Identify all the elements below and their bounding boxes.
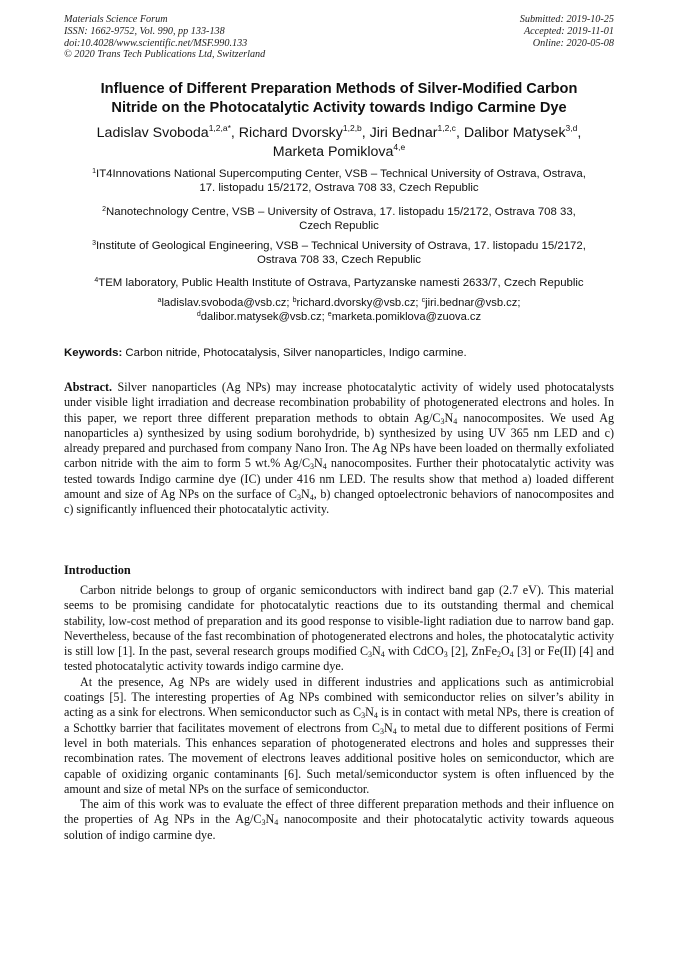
abstract-label: Abstract.	[64, 380, 113, 394]
affiliation-sup: 1	[92, 168, 97, 175]
keywords	[64, 346, 614, 360]
journal-name: Materials Science Forum	[64, 14, 168, 25]
paragraph-text: N	[383, 720, 393, 735]
submitted-date: Submitted: 2019-10-25	[519, 14, 614, 25]
paragraph	[64, 675, 614, 797]
subscript: 3	[296, 493, 301, 503]
author-affil-sup: 4,e	[393, 142, 406, 152]
submission-dates	[520, 14, 614, 49]
paragraph-text: Carbon nitride belongs to group of organic semiconductors with indirect band gap (2.7 eV). This material seems to be promising candidate for photocatalytic reactions due to its outstanding thermal and chemical stability, low-cost method of preparation and its good response to visible-light radiation due to narrow band gap. Nevertheless, because of the fast recombination of photogenerated electrons and holes, the photocatalytic activity is still low [1]. In the past, several research groups modified C	[64, 583, 614, 659]
online-date: Online: 2020-05-08	[532, 37, 614, 49]
author-separator: ,	[577, 125, 582, 141]
abstract-text: nanocomposites. We used Ag nanoparticles a) synthesized by using sodium borohydride, b) synthesized by using UV 365 nm LED and c) already prepared and purchased from company Nano Iron. The Ag NPs have been loaded on thermally exfoliated carbon nitride with the aim to form 5 wt.% Ag/C	[64, 410, 614, 471]
subscript: 3	[443, 650, 448, 660]
subscript: 4	[453, 416, 458, 426]
affiliation-text: 17. listopadu 15/2172, Ostrava 708 33, Czech Republic	[199, 182, 479, 195]
author-affil-sup: 1,2,b	[342, 123, 362, 133]
abstract-text: nanocomposites. Further their photocatalytic activity was tested towards Indigo carmine dye (IC) under 416 nm LED. The results show that method a) loaded different amount and size of Ag NPs on the surface of C	[64, 456, 614, 502]
email-address: dalibor.matysek@vsb.cz;	[200, 311, 328, 324]
abstract	[64, 380, 614, 518]
author-name: Jiri Bednar	[369, 125, 438, 141]
paragraph-text: nanocomposite and their photocatalytic activity towards aqueous solution of indigo carmine dye.	[64, 812, 614, 842]
affiliation-1	[64, 167, 614, 196]
affiliation-text: Nanotechnology Centre, VSB – University of Ostrava, 17. listopadu 15/2172, Ostrava 708 33,	[106, 206, 576, 218]
title-line-2: Nitride on the Photocatalytic Activity towards Indigo Carmine Dye	[111, 100, 567, 116]
paragraph-text: [3] or Fe(II) [4] and tested photocatalytic activity towards indigo carmine dye.	[64, 644, 614, 674]
subscript: 4	[274, 818, 279, 828]
paragraph-text: At the presence, Ag NPs are widely used in different industries and applications such as antimicrobial coatings [5]. The interesting properties of Ag NPs combined with semiconductor relies on silver’s ability in acting as a sink for electrons. When semiconductor such as C	[64, 674, 614, 720]
author-name: Richard Dvorsky	[238, 125, 343, 141]
keywords-text: Carbon nitride, Photocatalysis, Silver nanoparticles, Indigo carmine.	[122, 347, 467, 359]
paragraph-text: The aim of this work was to evaluate the effect of three different preparation methods and their influence on the properties of Ag NPs in the Ag/C	[64, 797, 614, 827]
email-list	[64, 296, 614, 325]
subscript: 3	[361, 711, 366, 721]
email-address: ladislav.svoboda@vsb.cz;	[161, 297, 293, 309]
subscript: 3	[379, 726, 384, 736]
affiliation-text: TEM laboratory, Public Health Institute of Ostrava, Partyzanske namesti 2633/7, Czech Republic	[98, 277, 584, 289]
paragraph-text: with CdCO	[384, 644, 444, 659]
paragraph-text: to metal due to different positions of Fermi level in both materials. This enhances separation of photogenerated electrons and holes and suppresses their recombination rates. The movement of electrons leaves additional positive holes on semiconductor, which are capable of oxidizing organic contaminants [6]. Such metal/semiconductor system is often influenced by the amount and size of metal NPs on the surface of semiconductor.	[64, 720, 614, 796]
title-line-1: Influence of Different Preparation Methods of Silver-Modified Carbon	[100, 81, 578, 97]
affiliation-4	[64, 276, 614, 290]
author-affil-sup: 1,2,a*	[208, 123, 231, 133]
paragraph	[64, 797, 614, 843]
affiliation-sup: 4	[94, 277, 99, 284]
keywords-label: Keywords:	[64, 347, 123, 359]
affiliation-sup: 3	[92, 240, 97, 247]
introduction-body	[64, 583, 614, 843]
section-heading-introduction: Introduction	[64, 563, 131, 577]
paragraph-text: O	[500, 644, 510, 659]
abstract-text: N	[444, 410, 454, 425]
subscript: 2	[496, 650, 501, 660]
paper-title	[58, 80, 620, 118]
journal-doi: doi:10.4028/www.scientific.net/MSF.990.133	[64, 37, 248, 49]
author-separator: ,	[361, 125, 370, 141]
subscript: 4	[309, 493, 314, 503]
abstract-text: Silver nanoparticles (Ag NPs) may increase photocatalytic activity of widely used photocatalysts under visible light irradiation and decrease recombination probability of photogenerated electrons and holes. In this paper, we report three different preparation methods to obtain Ag/C	[64, 380, 614, 425]
affiliation-text: Ostrava 708 33, Czech Republic	[257, 254, 421, 267]
email-sup: b	[292, 297, 297, 304]
journal-header	[64, 14, 265, 61]
email-sup: a	[157, 297, 162, 304]
paragraph-text: N	[372, 644, 381, 659]
paragraph-text: is in contact with metal NPs, there is creation of a Schottky barrier that facilitates movement of electrons from C	[64, 705, 614, 735]
subscript: 4	[373, 711, 378, 721]
journal-copyright: © 2020 Trans Tech Publications Ltd, Switzerland	[64, 49, 266, 61]
author-name: Dalibor Matysek	[463, 125, 566, 141]
author-list	[58, 124, 620, 162]
email-sup: e	[327, 311, 332, 319]
email-address: marketa.pomiklova@zuova.cz	[331, 311, 482, 324]
accepted-date: Accepted: 2019-11-01	[523, 25, 614, 37]
subscript: 4	[509, 650, 514, 660]
subscript: 3	[261, 818, 266, 828]
subscript: 4	[380, 650, 385, 660]
author-separator: ,	[230, 125, 239, 141]
email-sup: d	[196, 311, 201, 319]
abstract-text: , b) changed optoelectronic behaviors of nanocomposites and c) significantly influenced their photocatalytic activity.	[64, 487, 615, 517]
paragraph-text: [2], ZnFe	[447, 644, 497, 659]
affiliation-2	[64, 205, 614, 234]
author-affil-sup: 1,2,c	[437, 123, 456, 133]
subscript: 4	[392, 726, 397, 736]
author-name: Marketa Pomiklova	[272, 144, 394, 160]
affiliation-sup: 2	[102, 206, 107, 213]
abstract-text: N	[300, 487, 310, 502]
subscript: 3	[368, 650, 373, 660]
affiliation-text: IT4Innovations National Supercomputing Center, VSB – Technical University of Ostrava, Ostrava,	[96, 168, 586, 180]
author-separator: ,	[455, 125, 464, 141]
affiliation-text: Institute of Geological Engineering, VSB – Technical University of Ostrava, 17. listopadu 15/2172,	[96, 240, 586, 252]
subscript: 4	[322, 462, 327, 472]
author-name: Ladislav Svoboda	[96, 125, 209, 141]
paragraph-text: N	[365, 705, 374, 720]
email-address: jiri.bednar@vsb.cz;	[425, 297, 521, 309]
email-address: richard.dvorsky@vsb.cz;	[296, 297, 422, 309]
email-sup: c	[421, 297, 426, 304]
abstract-text: N	[314, 456, 323, 471]
paragraph	[64, 583, 614, 675]
author-affil-sup: 3,d	[565, 123, 578, 133]
paragraph-text: N	[265, 812, 275, 827]
journal-issn: ISSN: 1662-9752, Vol. 990, pp 133-138	[64, 25, 225, 37]
affiliation-3	[64, 239, 614, 268]
subscript: 3	[310, 462, 315, 472]
affiliation-text: Czech Republic	[299, 220, 379, 233]
subscript: 3	[440, 416, 445, 426]
